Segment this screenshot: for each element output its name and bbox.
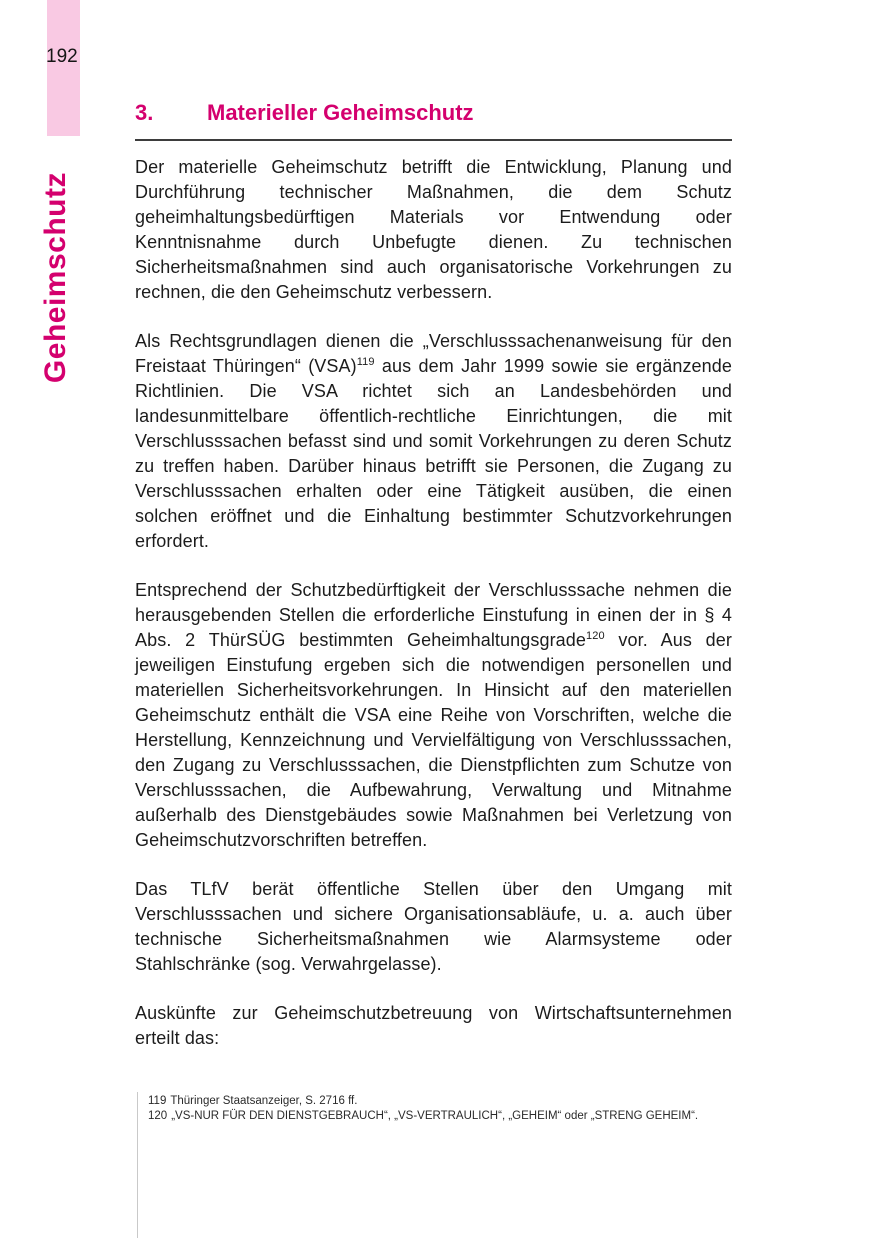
paragraph-text: Entsprechend der Schutzbedürftigkeit der Verschlusssache nehmen die herausgebenden Stellen die erforderliche Einstufung in einen der in § 4 Abs. 2 ThürSÜG bestimmten Geheimhaltungsgrade <box>135 580 732 651</box>
paragraph-4: Das TLfV berät öffentliche Stellen über den Umgang mit Verschlusssachen und sichere Organisationsabläufe, u. a. auch über technische Sicherheitsmaßnahmen wie Alarmsysteme oder Stahlschränke (sog. Verwahrgelasse). <box>135 879 732 975</box>
chapter-tab-block <box>47 0 80 136</box>
footnote-120 <box>148 1109 748 1124</box>
footnote-119 <box>148 1094 748 1109</box>
paragraph-text: vor. Aus der jeweiligen Einstufung ergeben sich die notwendigen personellen und materiellen Sicherheitsvorkehrungen. In Hinsicht auf den materiellen Geheimschutz enthält die VSA eine Reihe von Vorschriften, welche die Herstellung, Kennzeichnung und Vervielfältigung von Verschlusssachen, den Zugang zu Verschlusssachen, die Dienstpflichten zum Schutze von Verschlusssachen, die Aufbewahrung, Verwaltung und Mitnahme außerhalb des Dienstgebäudes sowie Maßnahmen bei Verletzung von Geheimschutzvorschriften betreffen. <box>135 630 733 851</box>
page-number: 192 <box>46 46 78 67</box>
footnote-ref-119: 119 <box>356 356 375 369</box>
heading-rule <box>135 139 732 141</box>
main-content <box>135 100 732 1051</box>
section-heading <box>135 100 732 126</box>
section-title: Materieller Geheimschutz <box>207 100 474 125</box>
paragraph-text: aus dem Jahr 1999 sowie sie ergänzende Richtlinien. Die VSA richtet sich an Landesbehörden und landesunmittelbare öffentlich-rechtliche Einrichtungen, die mit Verschlusssachen befasst sind und somit Vorkehrungen zu deren Schutz zu treffen haben. Darüber hinaus betrifft sie Personen, die Zugang zu Verschlusssachen erhalten oder eine Tätigkeit ausüben, die einen solchen eröffnet und die Einhaltung bestimmter Schutzvorkehrungen erfordert. <box>135 356 732 552</box>
paragraph-text: Als Rechtsgrundlagen dienen die „Verschlusssachenanweisung für den Freistaat Thüringen“ (VSA) <box>135 331 732 377</box>
paragraph-5: Auskünfte zur Geheimschutzbetreuung von Wirtschaftsunternehmen erteilt das: <box>135 1003 732 1049</box>
paragraph-3 <box>135 578 732 853</box>
footnote-number: 120 <box>148 1109 168 1122</box>
footnote-rule <box>137 1092 138 1238</box>
footnote-ref-120: 120 <box>586 630 605 643</box>
paragraph-1: Der materielle Geheimschutz betrifft die Entwicklung, Planung und Durchführung technischer Maßnahmen, die dem Schutz geheimhaltungsbedürftigen Materials vor Entwendung oder Kenntnisnahme durch Unbefugte dienen. Zu technischen Sicherheitsmaßnahmen sind auch organisatorische Vorkehrungen zu rechnen, die den Geheimschutz verbessern. <box>135 157 732 303</box>
section-number: 3. <box>135 100 154 125</box>
footnotes <box>148 1094 748 1123</box>
chapter-tab-label: Geheimschutz <box>39 172 72 384</box>
footnote-number: 119 <box>148 1095 167 1107</box>
footnote-text: Thüringer Staatsanzeiger, S. 2716 ff. <box>170 1095 358 1107</box>
paragraph-2 <box>135 329 732 554</box>
footnote-text: „VS-NUR FÜR DEN DIENSTGEBRAUCH“, „VS-VERTRAULICH“, „GEHEIM“ oder „STRENG GEHEIM“. <box>171 1109 699 1122</box>
